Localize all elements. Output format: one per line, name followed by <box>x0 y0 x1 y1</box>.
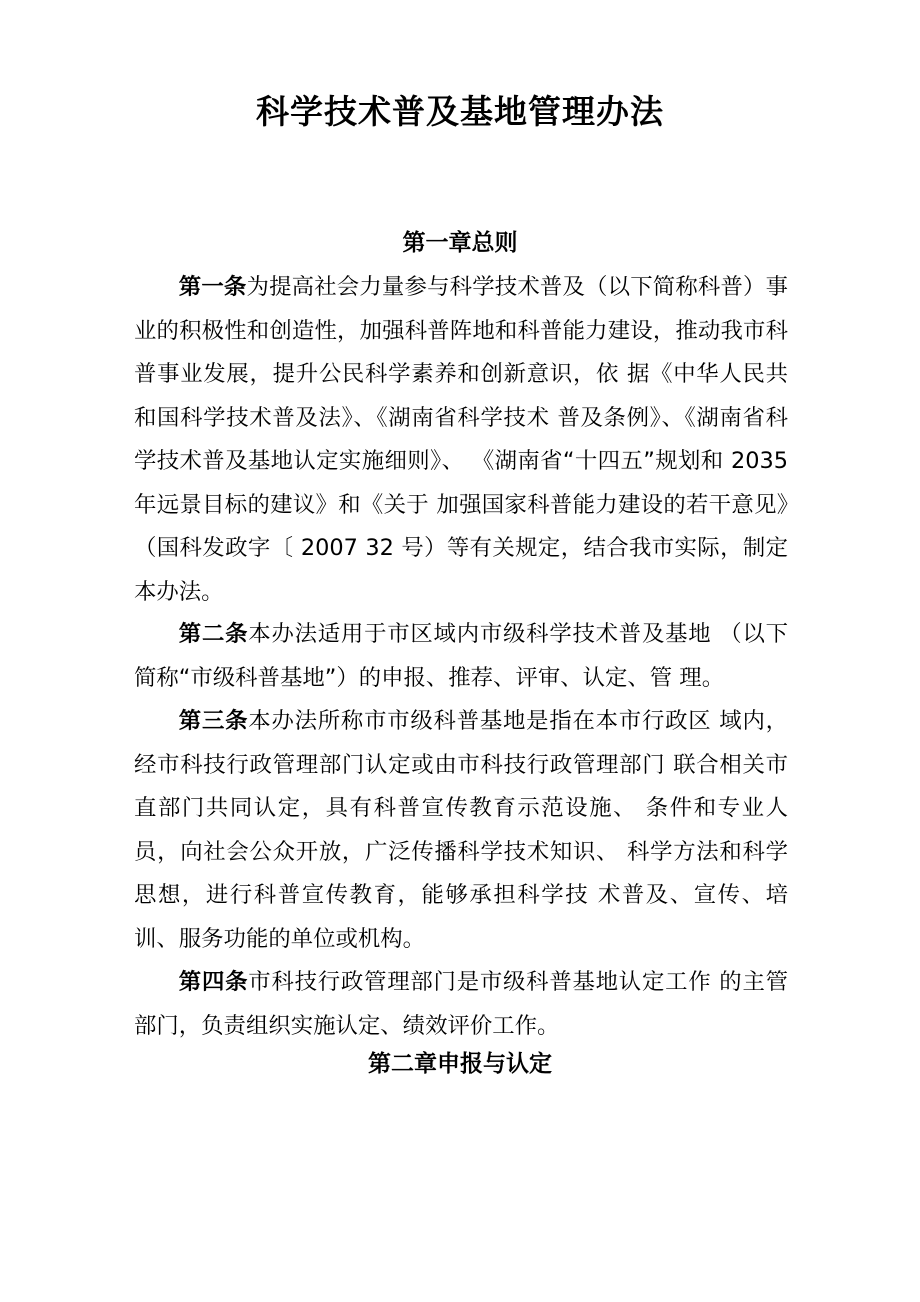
article-4 <box>134 961 788 1048</box>
article-text: 本办法所称市市级科普基地是指在本市行政区 域内，经市科技行政管理部门认定或由市科技行政管理部门 联合相关市直部门共同认定，具有科普宣传教育示范设施、 条件和专业人员，向社会公众开放，广泛传播科学技术知识、 科学方法和科学思想，进行科普宣传教育，能够承担科学技 术普及、宣传、培训、服务功能的单位或机构。 <box>134 708 789 952</box>
article-text: 市科技行政管理部门是市级科普基地认定工作 的主管部门，负责组织实施认定、绩效评价工作。 <box>134 969 789 1039</box>
article-2 <box>134 613 788 700</box>
article-label: 第一条 <box>178 274 247 300</box>
article-3 <box>134 700 788 961</box>
chapter-heading-2: 第二章申报与认定 <box>368 1051 552 1077</box>
article-1 <box>134 266 788 614</box>
chapter-heading-1: 第一章总则 <box>402 230 518 256</box>
article-label: 第二条 <box>178 621 249 647</box>
article-text: 为提高社会力量参与科学技术普及（以下简称科普）事业的积极性和创造性，加强科普阵地和科普能力建设，推动我市科普事业发展，提升公民科学素养和创新意识，依 据《中华人民共和国科学技术普及法》、《湖南省科学技术 普及条例》、《湖南省科学技术普及基地认定实施细则》、 《湖南省“十四五”规划和 2035年远景目标的建议》和《关于 加强国家科普能力建设的若干意见》（国科发政字〔 2007 32 号）等有关规定，结合我市实际，制定本办法。 <box>134 274 789 605</box>
article-label: 第三条 <box>178 708 249 734</box>
article-text: 本办法适用于市区域内市级科学技术普及基地 （以下简称“市级科普基地”）的申报、推荐、评审、认定、管 理。 <box>134 621 789 691</box>
document-title: 科学技术普及基地管理办法 <box>256 92 664 131</box>
article-label: 第四条 <box>178 969 249 995</box>
